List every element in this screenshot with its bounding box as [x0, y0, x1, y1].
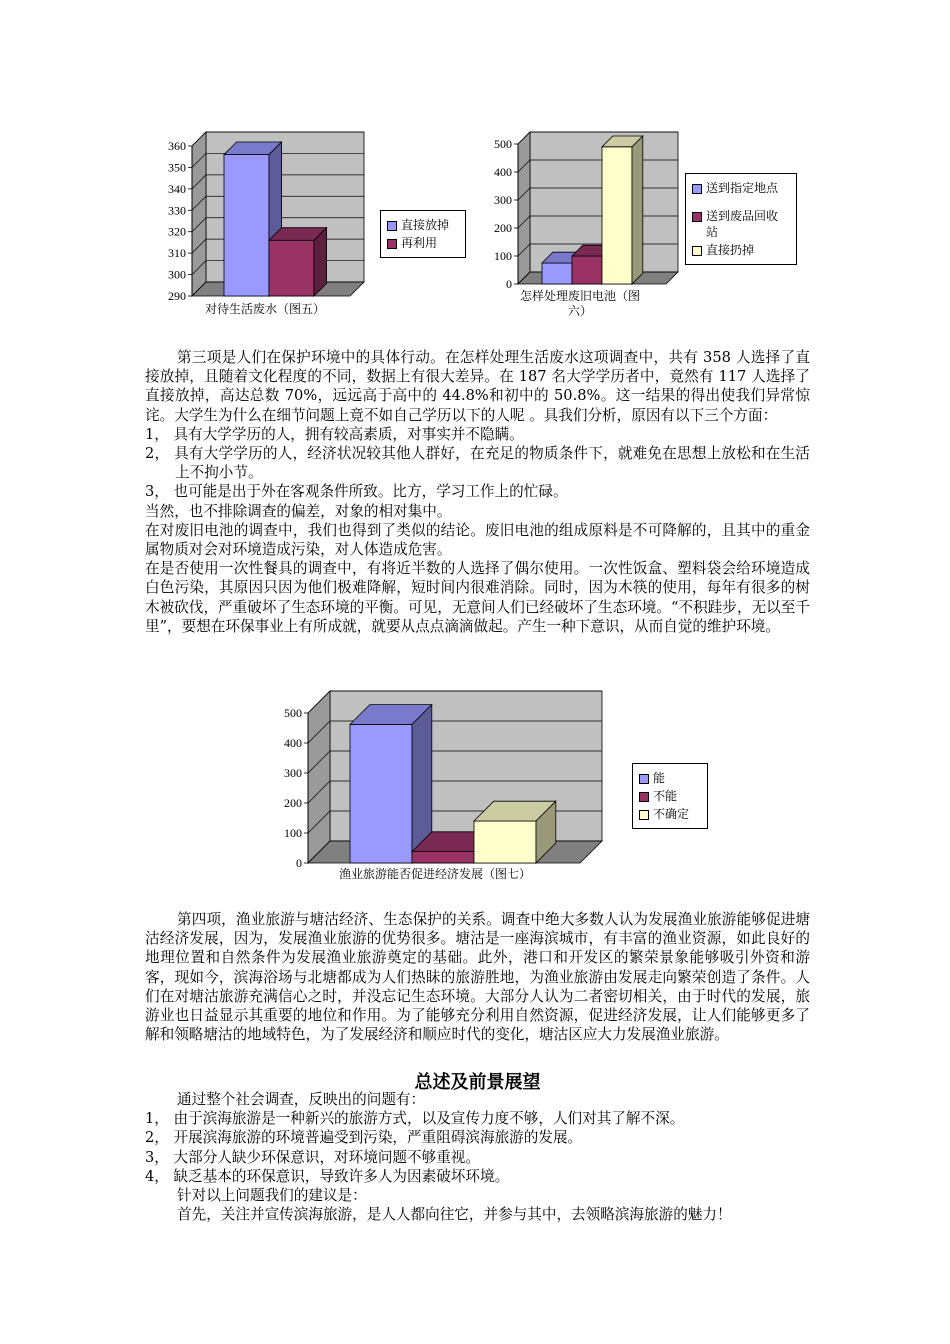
y-tick-label: 360 [168, 139, 186, 153]
list-item: 3， 也可能是出于外在客观条件所致。比方，学习工作上的忙碌。 [145, 483, 568, 501]
chart-side-wall [308, 691, 330, 863]
y-tick-label: 500 [284, 706, 302, 720]
bar-front [269, 240, 314, 296]
bar-front [474, 821, 536, 863]
y-tick-label: 300 [284, 766, 302, 780]
chart1-legend [380, 210, 466, 258]
paragraph: 通过整个社会调查，反映出的问题有： [177, 1091, 426, 1108]
y-tick-label: 100 [284, 826, 302, 840]
y-tick-label: 300 [168, 267, 186, 282]
section-heading: 总述及前景展望 [414, 1072, 541, 1093]
chart-side-wall [192, 132, 206, 296]
y-tick-label: 290 [168, 289, 186, 303]
legend-item: 送到指定地点 [692, 180, 790, 196]
y-tick-label: 500 [494, 137, 512, 151]
y-tick-label: 330 [168, 203, 186, 218]
chart-waste-battery [490, 128, 680, 293]
y-tick-label: 320 [168, 224, 186, 239]
bar-front [602, 147, 632, 284]
bar-side [632, 136, 643, 284]
paragraph: 第四项，渔业旅游与塘沽经济、生态保护的关系。调查中绝大多数人认为发展渔业旅游能够促进塘沽经济发展，因为，发展渔业旅游的优势很多。塘沽是一座海滨城市，有丰富的渔业资源，如此良好的地理位置和自然条件为发展渔业旅游奠定的基础。此外，港口和开发区的繁荣景象能够吸引外资和游客，现如今，滨海浴场与北塘都成为人们热眛的旅游胜地，为渔业旅游由发展走向繁荣创造了条件。人们在对塘沽旅游充满信心之时，并没忘记生态环境。大部分人认为二者密切相关，由于时代的发展，旅游业也日益显示其重要的地位和作用。为了能够充分利用自然资源，促进经济发展，让人们能够更多了解和领略塘沽的地域特色，为了发展经济和顺应时代的变化，塘沽区应大力发展渔业旅游。 [145, 911, 810, 1044]
chart2-caption: 怎样处理废旧电池（图 六） [519, 289, 640, 318]
chart-fishery-tourism [270, 693, 610, 868]
section-actions [145, 348, 810, 636]
list-item: 4， 缺乏基本的环保意识，导致许多人为因素破坏环境。 [145, 1167, 510, 1185]
chart-domestic-wastewater [160, 128, 370, 308]
chart3-caption: 渔业旅游能否促进经济发展（图七） [338, 867, 531, 881]
chart3-legend [632, 763, 708, 829]
bar-front [224, 155, 269, 296]
bar-side [314, 228, 327, 296]
paragraph: 当然，也不排除调查的偏差，对象的相对集中。 [145, 502, 452, 520]
legend-item: 直接放掉 [387, 217, 459, 233]
y-tick-label: 200 [494, 221, 512, 235]
list-item: 1， 由于滨海旅游是一种新兴的旅游方式，以及宣传力度不够，人们对其了解不深。 [145, 1110, 685, 1128]
bar-front [412, 852, 474, 863]
y-tick-label: 400 [494, 165, 512, 179]
list-item: 3， 大部分人缺少环保意识，对环境问题不够重视。 [145, 1148, 480, 1166]
bar-front [572, 256, 602, 284]
y-tick-label: 100 [494, 249, 512, 263]
chart1-caption: 对待生活废水（图五） [204, 302, 325, 316]
list-item: 2， 具有大学学历的人，经济状况较其他人群好，在充足的物质条件下，就难免在思想上放松和在生活上不拘小节。 [145, 445, 810, 482]
list-item: 2， 开展滨海旅游的环境普遍受到污染，严重阻碍滨海旅游的发展。 [145, 1129, 583, 1147]
paragraph: 在对废旧电池的调查中，我们也得到了类似的结论。废旧电池的组成原料是不可降解的，且其中的重金属物质对会对环境造成污染，对人体造成危害。 [145, 521, 810, 559]
y-tick-label: 200 [284, 796, 302, 810]
list-item: 1， 具有大学学历的人，拥有较高素质，对事实并不隐瞒。 [145, 425, 524, 443]
y-tick-label: 400 [284, 736, 302, 750]
legend-item: 不能 [639, 788, 701, 804]
bar-front [350, 724, 412, 863]
bar-front [542, 263, 572, 284]
chart3-svg [270, 693, 610, 868]
chart2-svg [490, 128, 680, 293]
y-tick-label: 300 [494, 193, 512, 207]
y-tick-label: 350 [168, 160, 186, 175]
y-tick-label: 340 [168, 181, 186, 196]
paragraph: 针对以上问题我们的建议是： [177, 1187, 367, 1205]
legend-item: 不确定 [639, 806, 701, 822]
legend-item: 能 [639, 770, 701, 786]
y-tick-label: 0 [506, 277, 512, 291]
chart-side-wall [518, 132, 530, 284]
legend-item: 再利用 [387, 235, 459, 251]
legend-item: 送到废品回收 站 [692, 208, 790, 240]
section-summary [145, 1090, 810, 1224]
paragraph: 首先，关注并宣传滨海旅游，是人人都向往它，并参与其中，去领略滨海旅游的魅力！ [177, 1206, 732, 1224]
chart1-svg [160, 128, 370, 308]
chart2-legend [685, 173, 797, 265]
paragraph: 第三项是人们在保护环境中的具体行动。在怎样处理生活废水这项调查中，共有 358 人选择了直接放掉，且随着文化程度的不同，数据上有很大差异。在 187 名大学学历者中，竟然有 117 人选择了直接放掉，高达总数 70%，远远高于高中的 44.8%和初中的 50.8%。这一结果的得出使我们异常惊诧。大学生为什么在细节问题上竟不如自己学历以下的人呢 。具我们分析，原因有以下三个方面： [145, 349, 810, 424]
section-fishery-tourism [145, 910, 810, 1044]
legend-item: 直接扔掉 [692, 242, 790, 258]
paragraph: 在是否使用一次性餐具的调查中，有将近半数的人选择了偶尔使用。一次性饭盒、塑料袋会给环境造成白色污染，其原因只因为他们极难降解，短时间内很难消除。同时，因为木筷的使用，每年有很多的树木被砍伐，严重破坏了生态环境的平衡。可见，无意间人们已经破坏了生态环境。“不积跬步，无以至千里”，要想在环保事业上有所成就，就要从点点滴滴做起。产生一种下意识，从而自觉的维护环境。 [145, 560, 810, 635]
y-tick-label: 310 [168, 246, 186, 261]
y-tick-label: 0 [296, 856, 302, 870]
